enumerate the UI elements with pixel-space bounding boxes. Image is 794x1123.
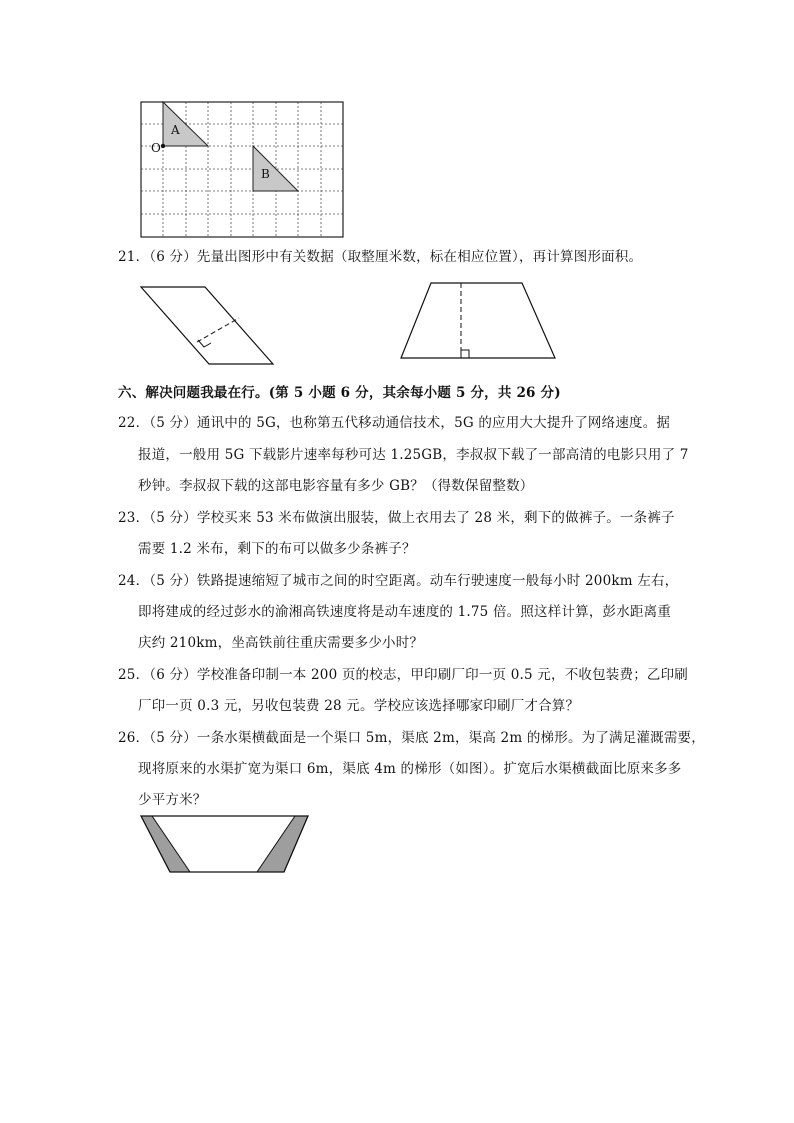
label-o: O: [151, 141, 162, 155]
question-25-line-1: 25．（6 分）学校准备印制一本 200 页的校志，甲印刷厂印一页 0.5 元，不收包装费；乙印刷: [118, 667, 689, 683]
label-b: B: [261, 167, 271, 181]
question-22-line-3: 秒钟。李叔叔下载的这部电影容量有多少 GB？（得数保留整数）: [138, 478, 534, 494]
question-26-line-1: 26．（5 分）一条水渠横截面是一个渠口 5m，渠底 2m，渠高 2m 的梯形。为了满足灌溉需要，: [118, 730, 705, 746]
question-22-line-1: 22．（5 分）通讯中的 5G，也称第五代移动通信技术，5G 的应用大大提升了网络速度。据: [118, 415, 671, 431]
question-23-line-2: 需要 1.2 米布，剩下的布可以做多少条裤子？: [138, 541, 416, 557]
question-24-line-3: 庆约 210km，坐高铁前往重庆需要多少小时？: [138, 635, 424, 651]
section-6-title: 六、解决问题我最在行。(第 5 小题 6 分，其余每小题 5 分，共 26 分): [118, 385, 561, 401]
question-24-line-2: 即将建成的经过彭水的渝湘高铁速度将是动车速度的 1.75 倍。照这样计算，彭水距离重: [138, 604, 672, 620]
question-23-line-1: 23．（5 分）学校买来 53 米布做演出服装，做上衣用去了 28 米，剩下的做裤子。一条裤子: [118, 510, 675, 526]
question-26-line-2: 现将原来的水渠扩宽为渠口 6m，渠底 4m 的梯形（如图）。扩宽后水渠横截面比原来多多: [138, 761, 682, 777]
label-a: A: [171, 123, 180, 137]
question-26-line-3: 少平方米？: [138, 792, 207, 808]
question-22-line-2: 报道，一般用 5G 下载影片速率每秒可达 1.25GB，李叔叔下载了一部高清的电影只用了 7: [138, 447, 689, 463]
right-widened-area: [257, 816, 308, 872]
question-21: 21．（6 分）先量出图形中有关数据（取整厘米数，标在相应位置），再计算图形面积。: [118, 249, 643, 265]
question-24-line-1: 24．（5 分）铁路提速缩短了城市之间的时空距离。动车行驶速度一般每小时 200km 左右，: [118, 573, 679, 589]
question-25-line-2: 厂印一页 0.3 元，另收包装费 28 元。学校应该选择哪家印刷厂才合算？: [138, 698, 580, 714]
